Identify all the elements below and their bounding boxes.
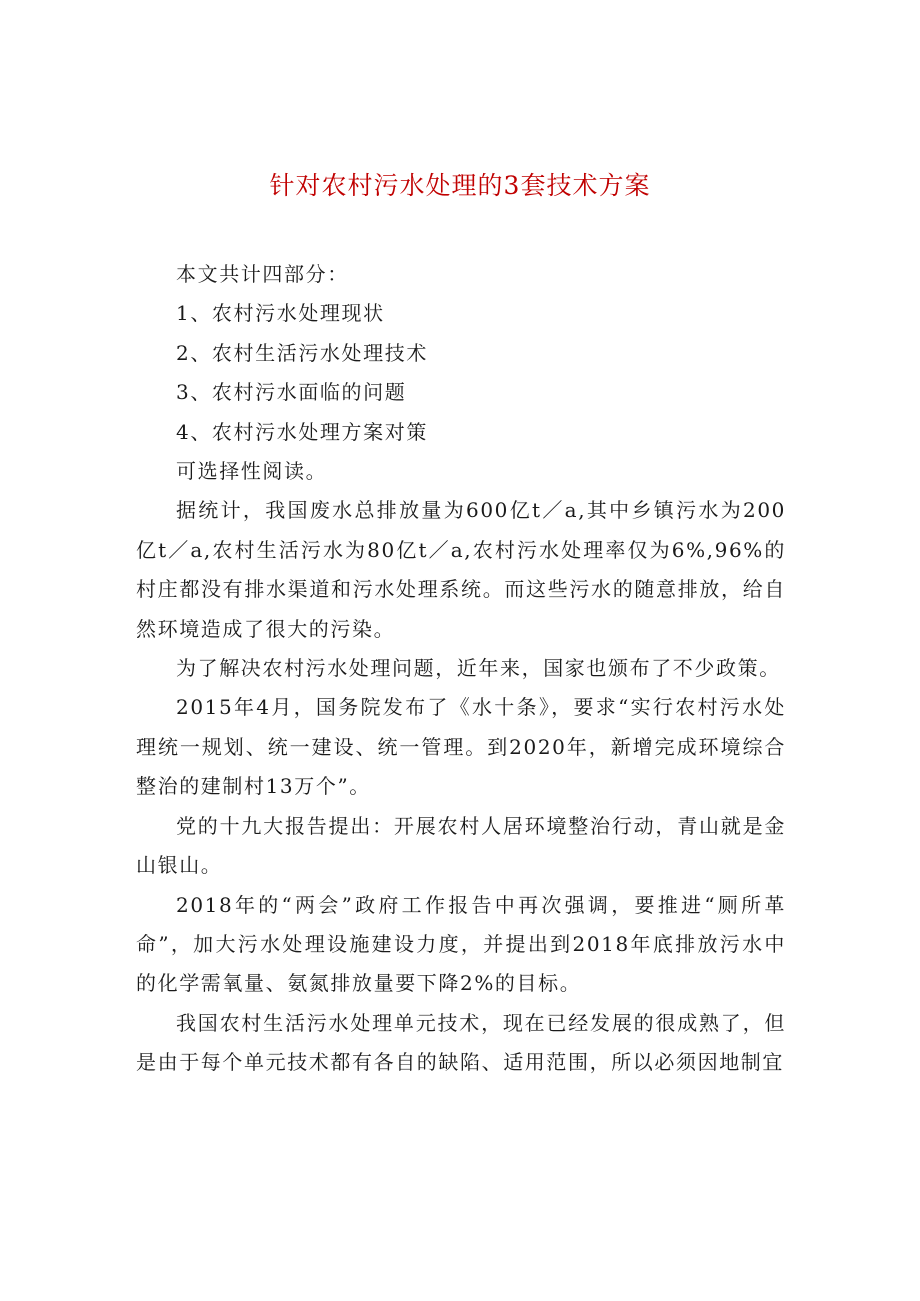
paragraph-list-item-3: 3、农村污水面临的问题 [176, 380, 407, 405]
paragraph-water-ten: 2015年4月，国务院发布了《水十条》，要求“实行农村污水处理统一规划、统一建设、统一管理。到2020年，新增完成环境综合整治的建制村13万个”。 [136, 695, 786, 799]
paragraph-unit-technology: 我国农村生活污水处理单元技术，现在已经发展的很成熟了，但是由于每个单元技术都有各自的缺陷、适用范围，所以必须因地制宜 [136, 1010, 786, 1075]
paragraph-list-item-2: 2、农村生活污水处理技术 [176, 340, 428, 365]
paragraph-list-item-1: 1、农村污水处理现状 [176, 301, 385, 326]
paragraph-two-sessions: 2018年的“两会”政府工作报告中再次强调，要推进“厕所革命”，加大污水处理设施建设力度，并提出到2018年底排放污水中的化学需氧量、氨氮排放量要下降2%的目标。 [136, 892, 786, 996]
paragraph-intro: 本文共计四部分： [176, 262, 349, 286]
paragraph-policy-intro: 为了解决农村污水处理问题，近年来，国家也颁布了不少政策。 [176, 656, 781, 681]
paragraph-nineteenth-congress: 党的十九大报告提出：开展农村人居环境整治行动，青山就是金山银山。 [136, 813, 786, 878]
document-body [136, 255, 786, 1083]
paragraph-list-item-4: 4、农村污水处理方案对策 [176, 419, 428, 444]
paragraph-statistics: 据统计，我国废水总排放量为600亿t／a,其中乡镇污水为200亿t／a,农村生活污水为80亿t／a,农村污水处理率仅为6%,96%的村庄都没有排水渠道和污水处理系统。而这些污水的随意排放，给自然环境造成了很大的污染。 [136, 498, 786, 641]
paragraph-optional-reading: 可选择性阅读。 [176, 459, 328, 484]
document-title: 针对农村污水处理的3套技术方案 [269, 171, 651, 200]
